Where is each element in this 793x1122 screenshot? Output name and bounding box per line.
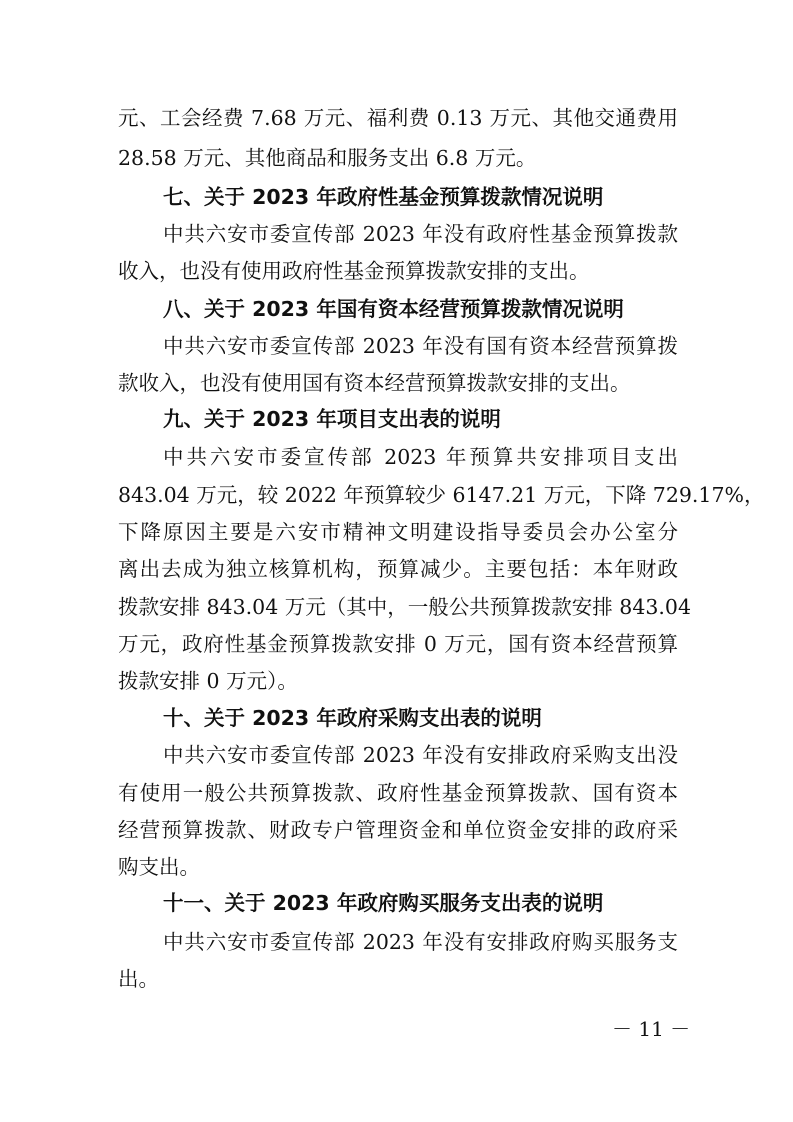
body-text-line: 款收入，也没有使用国有资本经营预算拨款安排的支出。	[118, 371, 631, 395]
section-heading: 七、关于 2023 年政府性基金预算拨款情况说明	[163, 185, 604, 209]
body-text-line: 843.04 万元，较 2022 年预算较少 6147.21 万元，下降 729.17%，	[118, 483, 765, 507]
body-text-line: 28.58 万元、其他商品和服务支出 6.8 万元。	[118, 146, 537, 170]
body-text-line: 拨款安排 0 万元）。	[118, 669, 298, 693]
body-text-line: 下降原因主要是六安市精神文明建设指导委员会办公室分	[118, 520, 678, 544]
body-text-line: 中共六安市委宣传部 2023 年没有政府性基金预算拨款	[163, 222, 678, 246]
body-text-line: 元、工会经费 7.68 万元、福利费 0.13 万元、其他交通费用	[118, 106, 678, 130]
body-text-line: 万元，政府性基金预算拨款安排 0 万元，国有资本经营预算	[118, 632, 678, 656]
section-heading: 八、关于 2023 年国有资本经营预算拨款情况说明	[163, 297, 624, 321]
body-text-line: 离出去成为独立核算机构，预算减少。主要包括：本年财政	[118, 557, 678, 581]
body-text-line: 收入，也没有使用政府性基金预算拨款安排的支出。	[118, 259, 590, 283]
body-text-line: 经营预算拨款、财政专户管理资金和单位资金安排的政府采	[118, 818, 678, 842]
body-text-line: 拨款安排 843.04 万元（其中，一般公共预算拨款安排 843.04	[118, 595, 692, 619]
body-text-line: 有使用一般公共预算拨款、政府性基金预算拨款、国有资本	[118, 781, 678, 805]
body-text-line: 购支出。	[118, 855, 200, 879]
body-text-line: 中共六安市委宣传部 2023 年预算共安排项目支出	[163, 445, 678, 469]
body-text-line: 中共六安市委宣传部 2023 年没有安排政府购买服务支	[163, 930, 678, 954]
body-text-line: 中共六安市委宣传部 2023 年没有安排政府采购支出没	[163, 743, 678, 767]
body-text-line: 中共六安市委宣传部 2023 年没有国有资本经营预算拨	[163, 334, 678, 358]
section-heading: 十一、关于 2023 年政府购买服务支出表的说明	[163, 891, 604, 915]
section-heading: 十、关于 2023 年政府采购支出表的说明	[163, 706, 542, 730]
page-number: － 11 －	[612, 1017, 691, 1041]
section-heading: 九、关于 2023 年项目支出表的说明	[163, 407, 501, 431]
body-text-line: 出。	[118, 967, 159, 991]
